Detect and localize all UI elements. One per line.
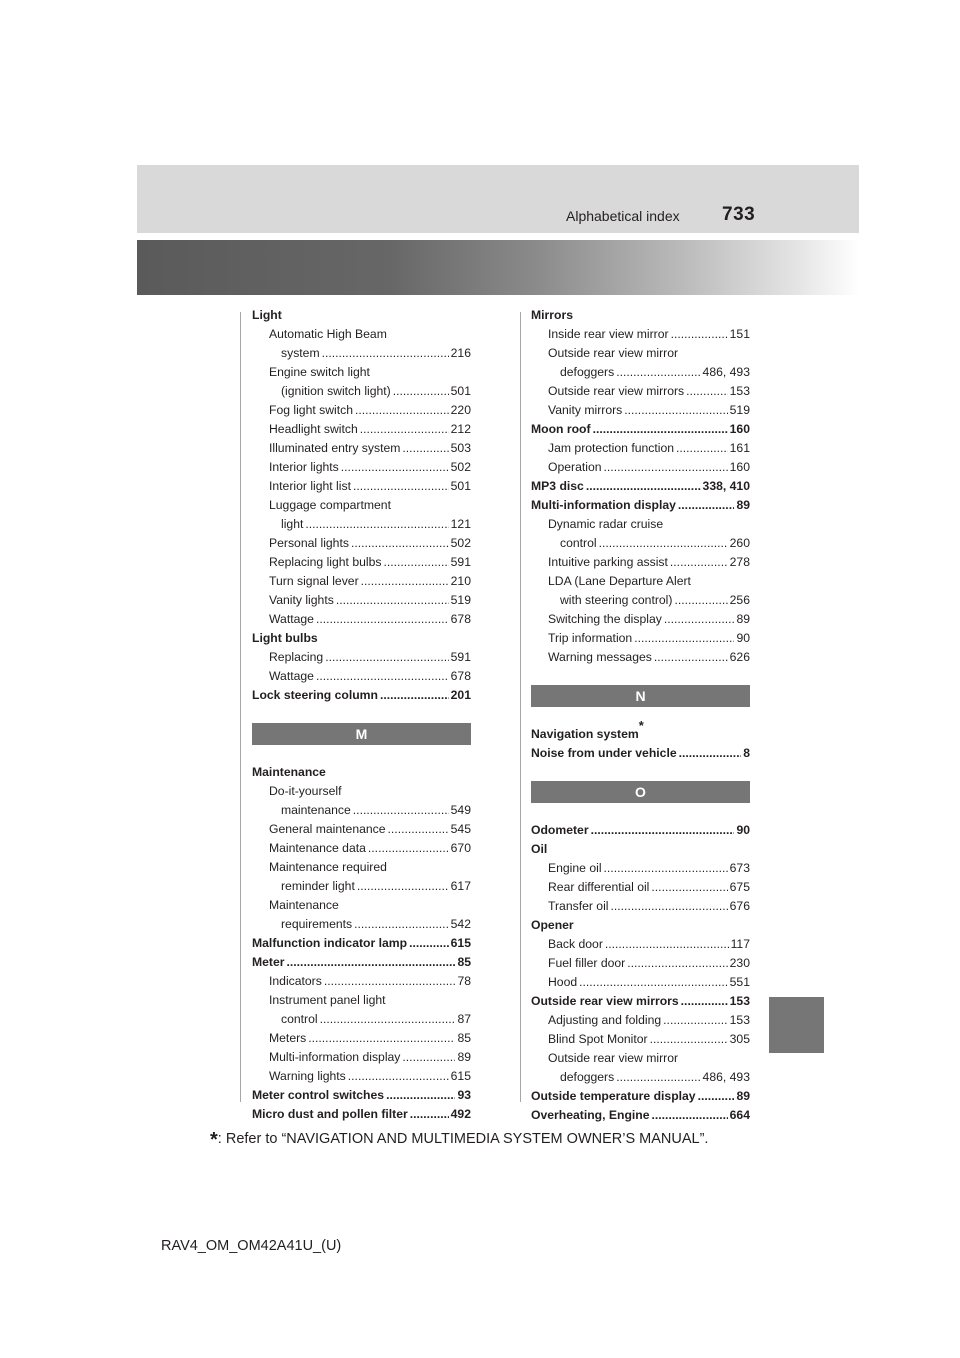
dot-leader — [354, 915, 449, 934]
dot-leader — [579, 973, 728, 992]
page-reference: 502 — [450, 536, 471, 550]
entry-text: Odometer — [531, 823, 589, 837]
entry-text: Opener — [531, 918, 574, 932]
entry-text: Illuminated entry system — [269, 441, 401, 455]
section-letter-header: O — [531, 781, 750, 803]
dot-leader — [287, 953, 456, 972]
page-reference: 678 — [450, 669, 471, 683]
page-reference: 502 — [450, 460, 471, 474]
entry-text: Light — [252, 308, 282, 322]
index-subentry — [252, 877, 471, 896]
dot-leader — [353, 801, 449, 820]
entry-text: Maintenance — [269, 898, 339, 912]
dot-leader — [322, 344, 449, 363]
entry-text: Automatic High Beam — [269, 327, 387, 341]
entry-text: Rear differential oil — [548, 880, 650, 894]
page-reference: 305 — [729, 1032, 750, 1046]
entry-text: Meters — [269, 1031, 307, 1045]
index-subentry — [252, 1010, 471, 1029]
entry-text: Engine switch light — [269, 365, 370, 379]
index-subentry — [252, 382, 471, 401]
index-subentry — [531, 515, 750, 534]
index-entry — [531, 496, 750, 515]
index-entry — [252, 629, 471, 648]
footnote-text: : Refer to “NAVIGATION AND MULTIMEDIA SYSTEM OWNER’S MANUAL”. — [217, 1131, 709, 1147]
index-subentry — [252, 648, 471, 667]
page-reference: 519 — [450, 593, 471, 607]
dot-leader — [599, 534, 728, 553]
entry-text: Overheating, Engine — [531, 1108, 650, 1122]
dot-leader — [616, 363, 700, 382]
entry-text: Malfunction indicator lamp — [252, 936, 408, 950]
index-entry — [531, 420, 750, 439]
entry-text: Fuel filler door — [548, 956, 626, 970]
index-subentry — [252, 801, 471, 820]
entry-text: light — [281, 517, 304, 531]
dot-leader — [380, 686, 449, 705]
entry-text: MP3 disc — [531, 479, 584, 493]
page-reference: 486, 493 — [702, 365, 750, 379]
dot-leader — [325, 648, 448, 667]
dot-leader — [663, 1011, 727, 1030]
index-subentry — [531, 610, 750, 629]
page-reference: 676 — [729, 899, 750, 913]
dot-leader — [611, 897, 728, 916]
index-subentry — [531, 382, 750, 401]
page-reference: 256 — [729, 593, 750, 607]
page-reference: 673 — [729, 861, 750, 875]
entry-text: control — [560, 536, 597, 550]
page-reference: 87 — [457, 1012, 471, 1026]
entry-text: system — [281, 346, 320, 360]
entry-text: Multi-information display — [269, 1050, 401, 1064]
dot-leader — [591, 821, 735, 840]
page-reference: 278 — [729, 555, 750, 569]
index-entry — [252, 953, 471, 972]
page-reference: 675 — [729, 880, 750, 894]
entry-text: Wattage — [269, 612, 314, 626]
entry-text: defoggers — [560, 1070, 615, 1084]
entry-text: (ignition switch light) — [281, 384, 391, 398]
page-reference: 121 — [450, 517, 471, 531]
index-entry — [531, 840, 750, 859]
entry-text: Noise from under vehicle — [531, 746, 677, 760]
thumb-index-tab — [769, 997, 824, 1053]
index-subentry — [252, 667, 471, 686]
entry-text: General maintenance — [269, 822, 386, 836]
index-entry — [531, 821, 750, 840]
dot-leader — [383, 553, 448, 572]
entry-text: Warning messages — [548, 650, 652, 664]
entry-text: Operation — [548, 460, 602, 474]
index-column-left — [252, 306, 471, 1124]
page-reference: 551 — [729, 975, 750, 989]
entry-text: Interior lights — [269, 460, 339, 474]
index-subentry — [252, 496, 471, 515]
entry-text: Adjusting and folding — [548, 1013, 662, 1027]
index-entry — [252, 763, 471, 782]
section-letter-header: N — [531, 685, 750, 707]
index-subentry — [531, 954, 750, 973]
section-spacer — [531, 803, 750, 821]
page-reference: 545 — [450, 822, 471, 836]
page-reference: 89 — [736, 612, 750, 626]
page-reference: 542 — [450, 917, 471, 931]
entry-text: Do-it-yourself — [269, 784, 342, 798]
dot-leader — [320, 1010, 456, 1029]
entry-text: Hood — [548, 975, 578, 989]
index-subentry — [252, 1029, 471, 1048]
page-reference: 503 — [450, 441, 471, 455]
page-reference: 501 — [450, 479, 471, 493]
entry-text: Mirrors — [531, 308, 573, 322]
dot-leader — [353, 477, 449, 496]
index-subentry — [531, 458, 750, 477]
page-reference: 90 — [736, 823, 750, 837]
dot-leader — [409, 934, 449, 953]
dot-leader — [698, 1087, 735, 1106]
dot-leader — [402, 1048, 455, 1067]
index-subentry — [252, 401, 471, 420]
entry-text: Outside temperature display — [531, 1089, 696, 1103]
page-reference: 160 — [729, 422, 750, 436]
dot-leader — [368, 839, 449, 858]
dot-leader — [341, 458, 449, 477]
index-entry — [531, 1106, 750, 1125]
index-subentry — [531, 1049, 750, 1068]
dot-leader — [386, 1086, 455, 1105]
right-column-rule — [520, 312, 521, 1102]
entry-text: Vanity mirrors — [548, 403, 623, 417]
page-reference: 519 — [729, 403, 750, 417]
index-entry — [531, 744, 750, 763]
dot-leader — [670, 553, 728, 572]
index-entry — [531, 992, 750, 1011]
page-reference: 93 — [457, 1088, 471, 1102]
page-reference: 90 — [736, 631, 750, 645]
entry-text: control — [281, 1012, 318, 1026]
page-reference: 220 — [450, 403, 471, 417]
page-reference: 549 — [450, 803, 471, 817]
entry-text: Outside rear view mirror — [548, 1051, 679, 1065]
entry-text: Personal lights — [269, 536, 349, 550]
index-entry — [252, 306, 471, 325]
index-subentry — [252, 515, 471, 534]
dot-leader — [678, 496, 735, 515]
dot-leader — [357, 877, 449, 896]
dot-leader — [674, 591, 727, 610]
page-reference: 591 — [450, 650, 471, 664]
index-subentry — [531, 363, 750, 382]
section-spacer — [252, 705, 471, 723]
index-subentry — [252, 325, 471, 344]
index-subentry — [252, 1048, 471, 1067]
index-entry — [252, 686, 471, 705]
index-entry — [252, 1105, 471, 1124]
entry-text: Maintenance — [252, 765, 326, 779]
page-reference: 678 — [450, 612, 471, 626]
entry-text: Dynamic radar cruise — [548, 517, 664, 531]
index-subentry — [531, 1068, 750, 1087]
section-spacer — [531, 763, 750, 781]
dot-leader — [351, 534, 449, 553]
index-subentry — [252, 439, 471, 458]
entry-text: defoggers — [560, 365, 615, 379]
decorative-gradient-bar — [137, 240, 859, 295]
page-reference: 615 — [450, 1069, 471, 1083]
index-subentry — [252, 839, 471, 858]
entry-text: Replacing light bulbs — [269, 555, 382, 569]
dot-leader — [676, 439, 728, 458]
index-entry — [531, 477, 750, 496]
index-subentry — [252, 896, 471, 915]
entry-text: requirements — [281, 917, 353, 931]
page-reference: 492 — [450, 1107, 471, 1121]
entry-text: Vanity lights — [269, 593, 334, 607]
entry-text: Meter control switches — [252, 1088, 385, 1102]
entry-text: Lock steering column — [252, 688, 378, 702]
entry-text: Luggage compartment — [269, 498, 391, 512]
dot-leader — [681, 992, 728, 1011]
index-subentry — [252, 591, 471, 610]
entry-text: LDA (Lane Departure Alert — [548, 574, 691, 588]
index-subentry — [252, 553, 471, 572]
page-reference: 260 — [729, 536, 750, 550]
page-reference: 161 — [729, 441, 750, 455]
index-subentry — [252, 782, 471, 801]
footnote-marker: * — [210, 1129, 218, 1151]
index-subentry — [531, 878, 750, 897]
entry-text: reminder light — [281, 879, 355, 893]
page-reference: 153 — [729, 1013, 750, 1027]
index-entry — [531, 717, 750, 744]
index-subentry — [531, 344, 750, 363]
dot-leader — [627, 954, 727, 973]
index-subentry — [252, 820, 471, 839]
index-subentry — [531, 591, 750, 610]
index-subentry — [531, 648, 750, 667]
index-subentry — [531, 935, 750, 954]
page-reference: 670 — [450, 841, 471, 855]
entry-text: Trip information — [548, 631, 633, 645]
entry-text: Instrument panel light — [269, 993, 386, 1007]
entry-text: Maintenance required — [269, 860, 387, 874]
index-subentry — [531, 401, 750, 420]
dot-leader — [308, 1029, 455, 1048]
entry-text: Jam protection function — [548, 441, 675, 455]
page-reference: 85 — [457, 1031, 471, 1045]
entry-text: Navigation system — [531, 727, 639, 741]
dot-leader — [624, 401, 727, 420]
entry-text: Blind Spot Monitor — [548, 1032, 648, 1046]
page-reference: 230 — [729, 956, 750, 970]
footnote-reference: * — [638, 717, 644, 733]
index-subentry — [252, 972, 471, 991]
page-reference: 216 — [450, 346, 471, 360]
dot-leader — [604, 859, 728, 878]
entry-text: Turn signal lever — [269, 574, 359, 588]
page-reference: 151 — [729, 327, 750, 341]
page-reference: 8 — [743, 746, 750, 760]
entry-text: Moon roof — [531, 422, 591, 436]
dot-leader — [616, 1068, 700, 1087]
index-subentry — [252, 572, 471, 591]
index-subentry — [252, 458, 471, 477]
page-reference: 85 — [457, 955, 471, 969]
index-subentry — [531, 1011, 750, 1030]
dot-leader — [634, 629, 734, 648]
index-subentry — [252, 991, 471, 1010]
page-reference: 664 — [729, 1108, 750, 1122]
page-reference: 486, 493 — [702, 1070, 750, 1084]
page-reference: 160 — [729, 460, 750, 474]
page-reference: 201 — [450, 688, 471, 702]
page-reference: 501 — [450, 384, 471, 398]
dot-leader — [361, 572, 449, 591]
index-subentry — [531, 572, 750, 591]
index-entry — [252, 934, 471, 953]
entry-text: Transfer oil — [548, 899, 609, 913]
dot-leader — [324, 972, 456, 991]
index-subentry — [252, 1067, 471, 1086]
entry-text: Switching the display — [548, 612, 662, 626]
section-spacer — [531, 667, 750, 685]
index-subentry — [252, 477, 471, 496]
index-subentry — [531, 897, 750, 916]
entry-text: Back door — [548, 937, 603, 951]
left-column-rule — [240, 312, 241, 1102]
dot-leader — [686, 382, 728, 401]
dot-leader — [316, 667, 449, 686]
page-reference: 153 — [729, 384, 750, 398]
entry-text: Multi-information display — [531, 498, 676, 512]
dot-leader — [652, 1106, 728, 1125]
page-reference: 153 — [729, 994, 750, 1008]
index-subentry — [252, 344, 471, 363]
dot-leader — [604, 458, 728, 477]
index-subentry — [252, 858, 471, 877]
dot-leader — [671, 325, 728, 344]
section-spacer — [252, 745, 471, 763]
entry-text: Replacing — [269, 650, 324, 664]
entry-text: Warning lights — [269, 1069, 346, 1083]
index-subentry — [252, 610, 471, 629]
page-number: 733 — [722, 204, 756, 225]
entry-text: Maintenance data — [269, 841, 366, 855]
dot-leader — [664, 610, 735, 629]
dot-leader — [593, 420, 728, 439]
dot-leader — [605, 935, 729, 954]
index-subentry — [531, 859, 750, 878]
index-subentry — [531, 439, 750, 458]
page-reference: 617 — [450, 879, 471, 893]
index-entry — [252, 1086, 471, 1105]
dot-leader — [355, 401, 449, 420]
entry-text: Outside rear view mirror — [548, 346, 679, 360]
page-reference: 212 — [450, 422, 471, 436]
page-reference: 591 — [450, 555, 471, 569]
page-reference: 626 — [729, 650, 750, 664]
index-column-right — [531, 306, 750, 1125]
dot-leader — [388, 820, 449, 839]
dot-leader — [336, 591, 449, 610]
entry-text: Oil — [531, 842, 548, 856]
entry-text: Headlight switch — [269, 422, 358, 436]
dot-leader — [586, 477, 701, 496]
entry-text: Micro dust and pollen filter — [252, 1107, 408, 1121]
dot-leader — [402, 439, 448, 458]
page-reference: 338, 410 — [702, 479, 750, 493]
index-subentry — [252, 534, 471, 553]
index-subentry — [531, 553, 750, 572]
entry-text: Intuitive parking assist — [548, 555, 668, 569]
index-subentry — [531, 973, 750, 992]
entry-text: Outside rear view mirrors — [548, 384, 685, 398]
dot-leader — [650, 1030, 728, 1049]
dot-leader — [316, 610, 449, 629]
entry-text: Indicators — [269, 974, 322, 988]
footnote — [210, 1129, 708, 1152]
entry-text: Fog light switch — [269, 403, 353, 417]
dot-leader — [360, 420, 449, 439]
entry-text: Meter — [252, 955, 285, 969]
dot-leader — [305, 515, 448, 534]
page-reference: 117 — [730, 937, 750, 951]
entry-text: maintenance — [281, 803, 351, 817]
page-reference: 210 — [450, 574, 471, 588]
index-subentry — [531, 534, 750, 553]
section-title: Alphabetical index — [566, 208, 680, 224]
dot-leader — [679, 744, 742, 763]
dot-leader — [393, 382, 449, 401]
section-letter-header: M — [252, 723, 471, 745]
index-subentry — [252, 363, 471, 382]
index-subentry — [531, 629, 750, 648]
page-reference: 78 — [457, 974, 471, 988]
document-code: RAV4_OM_OM42A41U_(U) — [161, 1238, 342, 1254]
dot-leader — [348, 1067, 449, 1086]
page-reference: 89 — [736, 1089, 750, 1103]
page-reference: 89 — [736, 498, 750, 512]
index-entry — [531, 1087, 750, 1106]
entry-text: Inside rear view mirror — [548, 327, 669, 341]
page-reference: 89 — [457, 1050, 471, 1064]
index-subentry — [252, 915, 471, 934]
entry-text: Interior light list — [269, 479, 351, 493]
index-subentry — [531, 325, 750, 344]
entry-text: Engine oil — [548, 861, 602, 875]
dot-leader — [651, 878, 727, 897]
index-entry — [531, 916, 750, 935]
entry-text: Wattage — [269, 669, 314, 683]
entry-text: with steering control) — [560, 593, 673, 607]
dot-leader — [654, 648, 728, 667]
dot-leader — [410, 1105, 449, 1124]
index-subentry — [531, 1030, 750, 1049]
page-reference: 615 — [450, 936, 471, 950]
entry-text: Outside rear view mirrors — [531, 994, 679, 1008]
index-subentry — [252, 420, 471, 439]
index-entry — [531, 306, 750, 325]
entry-text: Light bulbs — [252, 631, 318, 645]
